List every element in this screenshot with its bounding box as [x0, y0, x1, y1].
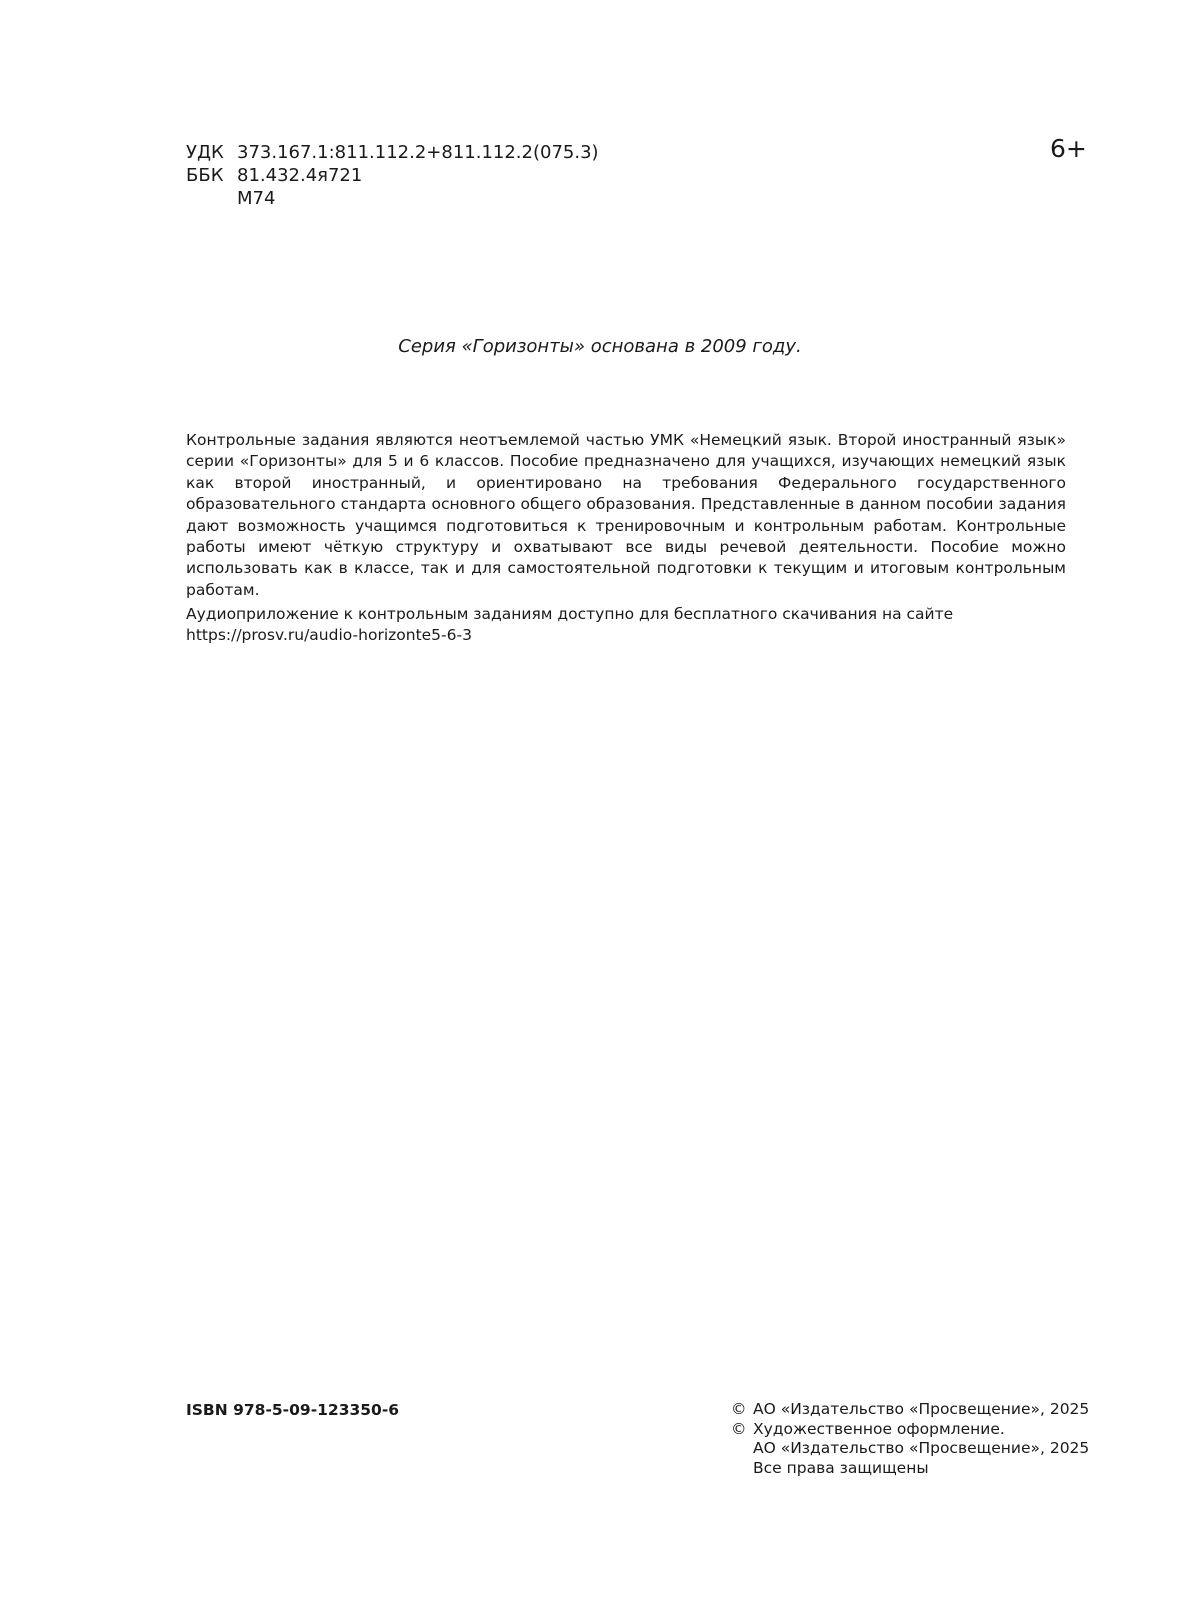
copyright-indent: [731, 1439, 753, 1459]
bbk-value: 81.432.4я721: [237, 165, 363, 186]
copyright-line: Художественное оформление.: [753, 1419, 1005, 1438]
classification-block: [186, 141, 599, 210]
copyright-block: [731, 1400, 1089, 1478]
copyright-line: АО «Издательство «Просвещение», 2025: [753, 1439, 1090, 1457]
audio-url[interactable]: https://prosv.ru/audio-horizonte5-6-3: [186, 626, 472, 645]
copyright-row: [731, 1439, 1089, 1459]
copyright-row: [731, 1459, 1089, 1479]
author-mark-row: [186, 187, 599, 210]
copyright-row: [731, 1400, 1089, 1420]
bbk-row: [186, 164, 599, 187]
copyright-indent: [731, 1459, 753, 1479]
copyright-row: [731, 1420, 1089, 1440]
series-note: Серия «Горизонты» основана в 2009 году.: [398, 336, 802, 357]
copyright-line: АО «Издательство «Просвещение», 2025: [753, 1400, 1090, 1418]
copyright-symbol: ©: [731, 1400, 747, 1418]
isbn: ISBN 978-5-09-123350-6: [186, 1401, 400, 1419]
audio-text: Аудиоприложение к контрольным заданиям доступно для бесплатного скачивания на сайте: [186, 605, 954, 623]
copyright-symbol: ©: [731, 1419, 747, 1438]
bbk-label: ББК: [186, 165, 224, 186]
age-rating: 6+: [1050, 134, 1087, 163]
udk-row: [186, 141, 599, 164]
annotation-text: Контрольные задания являются неотъемлемой частью УМК «Немецкий язык. Второй иностранный язык» серии «Горизонты» для 5 и 6 классов. Пособие предназначено для учащихся, изучающих немецкий язык как второй иностранный, и ориентировано на требования Федерального государственного образовательного стандарта основного общего образования. Представленные в данном пособии задания дают возможность учащимся подготовиться к тренировочным и контрольным работам. Контрольные работы имеют чёткую структуру и охватывают все виды речевой деятельности. Пособие можно использовать как в классе, так и для самостоятельной подготовки к текущим и итоговым контрольным работам.: [186, 431, 1066, 599]
audio-block: [186, 604, 1066, 647]
udk-label: УДК: [186, 142, 224, 163]
author-mark: М74: [237, 188, 276, 209]
rights-reserved: Все права защищены: [753, 1458, 929, 1477]
author-mark-spacer: [186, 187, 237, 210]
annotation-block: [186, 430, 1066, 601]
udk-value: 373.167.1:811.112.2+811.112.2(075.3): [237, 142, 599, 163]
